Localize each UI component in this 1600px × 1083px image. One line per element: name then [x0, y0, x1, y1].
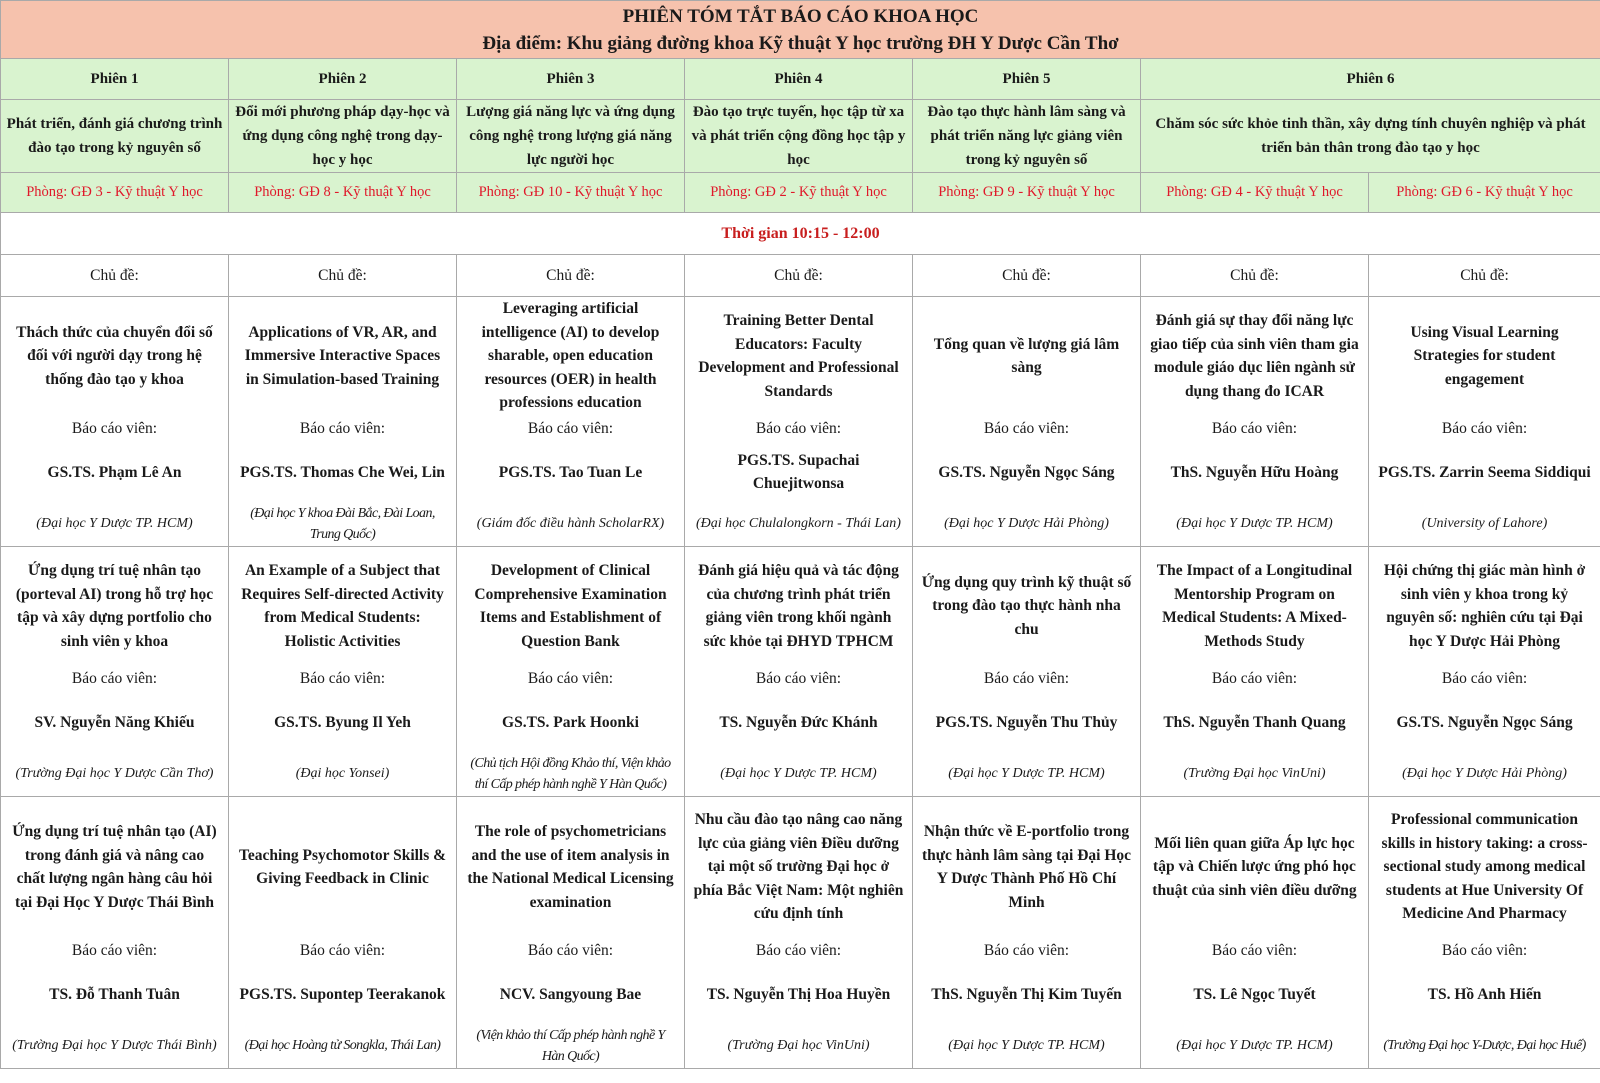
- speaker-name: PGS.TS. Supachai Chuejitwonsa: [737, 452, 860, 492]
- talk-cell: [1369, 797, 1600, 1069]
- session-theme: Phát triển, đánh giá chương trình đào tạo trong kỷ nguyên số: [1, 100, 229, 173]
- talk-title: Applications of VR, AR, and Immersive Interactive Spaces in Simulation-based Training: [244, 323, 441, 388]
- talk-cell: [1141, 797, 1369, 1069]
- topic-label: Chủ đề:: [1, 255, 229, 297]
- speaker-affiliation: (Đại học Y Dược TP. HCM): [948, 1038, 1105, 1053]
- talk-title: Teaching Psychomotor Skills & Giving Feedback in Clinic: [238, 846, 447, 887]
- speaker-name: GS.TS. Phạm Lê An: [47, 463, 182, 481]
- reporter-label: Báo cáo viên:: [983, 942, 1070, 959]
- reporter-label: Báo cáo viên:: [299, 670, 386, 687]
- topic-label: Chủ đề:: [685, 255, 913, 297]
- talk-cell: [457, 297, 685, 547]
- talk-cell: [229, 297, 457, 547]
- talk-cell: [1141, 547, 1369, 797]
- topic-label: Chủ đề:: [913, 255, 1141, 297]
- speaker-affiliation: (Đại học Y Dược Hải Phòng): [944, 516, 1109, 531]
- speaker-affiliation: (Trường Đại học VinUni): [727, 1038, 870, 1053]
- speaker-name: TS. Nguyễn Thị Hoa Huyền: [706, 985, 891, 1003]
- talk-cell: [913, 297, 1141, 547]
- talk-rows: [1, 297, 1600, 1069]
- reporter-label: Báo cáo viên:: [299, 420, 386, 437]
- reporter-label: Báo cáo viên:: [71, 670, 158, 687]
- talk-cell: [685, 297, 913, 547]
- speaker-affiliation: (Viện khảo thí Cấp phép hành nghề Y Hàn Quốc): [476, 1027, 665, 1064]
- reporter-label: Báo cáo viên:: [1441, 670, 1528, 687]
- room-label: Phòng: GĐ 4 - Kỹ thuật Y học: [1141, 173, 1369, 213]
- reporter-label: Báo cáo viên:: [983, 420, 1070, 437]
- talk-title: Đánh giá hiệu quả và tác động của chương trình phát triển giảng viên trong khối ngành sức khỏe tại ĐHYD TPHCM: [698, 562, 899, 650]
- speaker-affiliation: (Trường Đại học Y-Dược, Đại học Huế): [1383, 1038, 1586, 1053]
- room-label: Phòng: GĐ 10 - Kỹ thuật Y học: [457, 173, 685, 213]
- talk-title: Professional communication skills in history taking: a cross-sectional study among medical students at Hue University Of Medicine And Pharmacy: [1381, 811, 1588, 923]
- speaker-name: TS. Hồ Anh Hiến: [1427, 985, 1542, 1003]
- talk-title: Thách thức của chuyển đổi số đối với người dạy trong hệ thống đào tạo y khoa: [16, 323, 213, 388]
- talk-cell: [229, 797, 457, 1069]
- room-label: Phòng: GĐ 9 - Kỹ thuật Y học: [913, 173, 1141, 213]
- reporter-label: Báo cáo viên:: [755, 420, 842, 437]
- talk-cell: [1369, 297, 1600, 547]
- reporter-label: Báo cáo viên:: [1211, 670, 1298, 687]
- session-theme: Lượng giá năng lực và ứng dụng công nghệ trong lượng giá năng lực người học: [457, 100, 685, 173]
- speaker-name: TS. Nguyễn Đức Khánh: [719, 713, 878, 731]
- talk-cell: [1, 797, 229, 1069]
- session-name: Phiên 6: [1141, 59, 1600, 100]
- topic-label: Chủ đề:: [1369, 255, 1600, 297]
- session-theme: Đào tạo thực hành lâm sàng và phát triển năng lực giảng viên trong kỷ nguyên số: [913, 100, 1141, 173]
- talk-row: [1, 797, 1600, 1069]
- speaker-affiliation: (Chủ tịch Hội đồng Khảo thí, Viện khảo thí Cấp phép hành nghề Y Hàn Quốc): [470, 755, 671, 792]
- speaker-name: NCV. Sangyoung Bae: [499, 985, 642, 1003]
- speaker-affiliation: (Đại học Y Dược TP. HCM): [1176, 1038, 1333, 1053]
- speaker-name: PGS.TS. Thomas Che Wei, Lin: [240, 463, 445, 481]
- speaker-affiliation: (Trường Đại học VinUni): [1183, 766, 1326, 781]
- talk-cell: [229, 547, 457, 797]
- speaker-name: ThS. Nguyễn Thanh Quang: [1163, 713, 1346, 731]
- talk-cell: [913, 547, 1141, 797]
- speaker-name: GS.TS. Nguyễn Ngọc Sáng: [1396, 713, 1573, 731]
- talk-title: Mối liên quan giữa Áp lực học tập và Chiến lược ứng phó học thuật của sinh viên điều dưỡng: [1152, 834, 1357, 899]
- venue-line: Địa điểm: Khu giảng đường khoa Kỹ thuật Y học trường ĐH Y Dược Cần Thơ: [482, 32, 1119, 54]
- reporter-label: Báo cáo viên:: [983, 670, 1070, 687]
- room-label: Phòng: GĐ 6 - Kỹ thuật Y học: [1369, 173, 1600, 213]
- reporter-label: Báo cáo viên:: [1441, 942, 1528, 959]
- session-name: Phiên 4: [685, 59, 913, 100]
- reporter-label: Báo cáo viên:: [527, 942, 614, 959]
- talk-title: Đánh giá sự thay đổi năng lực giao tiếp của sinh viên tham gia module giáo dục liên ngành sử dụng thang đo ICAR: [1150, 312, 1359, 400]
- talk-cell: [1, 297, 229, 547]
- session-name: Phiên 5: [913, 59, 1141, 100]
- talk-title: Nhu cầu đào tạo nâng cao năng lực của giảng viên Điều dưỡng tại một số trường Đại học ở phía Bắc Việt Nam: Một nghiên cứu định tính: [693, 811, 904, 923]
- speaker-affiliation: (Đại học Y Dược TP. HCM): [720, 766, 877, 781]
- speaker-name: GS.TS. Nguyễn Ngọc Sáng: [938, 463, 1115, 481]
- talk-cell: [457, 797, 685, 1069]
- speaker-affiliation: (Đại học Y Dược TP. HCM): [948, 766, 1105, 781]
- reporter-label: Báo cáo viên:: [71, 420, 158, 437]
- talk-cell: [913, 797, 1141, 1069]
- talk-title: Leveraging artificial intelligence (AI) to develop sharable, open education resources (OER) in health professions education: [481, 300, 660, 412]
- speaker-affiliation: (Đại học Y Dược TP. HCM): [36, 516, 193, 531]
- session-theme: Đổi mới phương pháp dạy-học và ứng dụng công nghệ trong dạy-học y học: [229, 100, 457, 173]
- talk-row: [1, 297, 1600, 547]
- speaker-affiliation: (Đại học Y khoa Đài Bắc, Đài Loan, Trung Quốc): [250, 505, 435, 542]
- speaker-affiliation: (Đại học Y Dược Hải Phòng): [1402, 766, 1567, 781]
- talk-title: Training Better Dental Educators: Faculty Development and Professional Standards: [698, 312, 899, 400]
- talk-cell: [457, 547, 685, 797]
- talk-row: [1, 547, 1600, 797]
- talk-title: An Example of a Subject that Requires Self-directed Activity from Medical Students: Holistic Activities: [241, 562, 444, 650]
- speaker-affiliation: (Đại học Chulalongkorn - Thái Lan): [696, 516, 901, 531]
- session-name: Phiên 3: [457, 59, 685, 100]
- speaker-name: PGS.TS. Nguyễn Thu Thủy: [935, 713, 1118, 731]
- talk-title: Ứng dụng trí tuệ nhân tạo (porteval AI) trong hỗ trợ học tập và xây dựng portfolio cho sinh viên y khoa: [15, 562, 214, 650]
- room-label: Phòng: GĐ 8 - Kỹ thuật Y học: [229, 173, 457, 213]
- talk-title: Tổng quan về lượng giá lâm sàng: [933, 335, 1120, 376]
- session-theme: Đào tạo trực tuyến, học tập từ xa và phát triển cộng đồng học tập y học: [685, 100, 913, 173]
- talk-title: The role of psychometricians and the use of item analysis in the National Medical Licensing examination: [467, 823, 674, 911]
- talk-title: Ứng dụng trí tuệ nhân tạo (AI) trong đánh giá và nâng cao chất lượng ngân hàng câu hỏi tại Đại Học Y Dược Thái Bình: [12, 823, 217, 911]
- talk-title: Ứng dụng quy trình kỹ thuật số trong đào tạo thực hành nha chu: [921, 573, 1132, 638]
- topic-label: Chủ đề:: [229, 255, 457, 297]
- topic-label: Chủ đề:: [457, 255, 685, 297]
- reporter-label: Báo cáo viên:: [527, 420, 614, 437]
- speaker-name: TS. Lê Ngọc Tuyết: [1193, 985, 1316, 1003]
- talk-title: Hội chứng thị giác màn hình ở sinh viên y khoa trong kỷ nguyên số: nghiên cứu tại Đại học Y Dược Hải Phòng: [1383, 562, 1586, 650]
- time-slot: Thời gian 10:15 - 12:00: [1, 213, 1600, 255]
- reporter-label: Báo cáo viên:: [755, 942, 842, 959]
- topic-label: Chủ đề:: [1141, 255, 1369, 297]
- talk-title: Development of Clinical Comprehensive Examination Items and Establishment of Question Bank: [474, 562, 667, 650]
- speaker-affiliation: (University of Lahore): [1421, 516, 1548, 531]
- header-banner: [1, 1, 1600, 59]
- reporter-label: Báo cáo viên:: [1441, 420, 1528, 437]
- talk-title: Using Visual Learning Strategies for student engagement: [1410, 323, 1559, 388]
- speaker-name: ThS. Nguyễn Thị Kim Tuyến: [931, 985, 1122, 1003]
- speaker-name: PGS.TS. Zarrin Seema Siddiqui: [1378, 463, 1591, 481]
- reporter-label: Báo cáo viên:: [527, 670, 614, 687]
- speaker-affiliation: (Trường Đại học Y Dược Thái Bình): [12, 1038, 217, 1053]
- speaker-affiliation: (Đại học Hoàng tử Songkla, Thái Lan): [244, 1038, 441, 1053]
- talk-cell: [1141, 297, 1369, 547]
- speaker-name: ThS. Nguyễn Hữu Hoàng: [1170, 463, 1339, 481]
- session-theme: Chăm sóc sức khỏe tinh thần, xây dựng tính chuyên nghiệp và phát triển bản thân trong đào tạo y học: [1141, 100, 1600, 173]
- talk-title: The Impact of a Longitudinal Mentorship Program on Medical Students: A Mixed-Methods Study: [1156, 562, 1353, 650]
- talk-cell: [1, 547, 229, 797]
- session-name: Phiên 1: [1, 59, 229, 100]
- speaker-affiliation: (Trường Đại học Y Dược Cần Thơ): [15, 766, 214, 781]
- page-title: PHIÊN TÓM TẮT BÁO CÁO KHOA HỌC: [622, 5, 979, 27]
- speaker-name: PGS.TS. Supontep Teerakanok: [239, 985, 446, 1003]
- speaker-affiliation: (Giám đốc điều hành ScholarRX): [476, 516, 665, 531]
- reporter-label: Báo cáo viên:: [299, 942, 386, 959]
- talk-cell: [685, 547, 913, 797]
- room-label: Phòng: GĐ 2 - Kỹ thuật Y học: [685, 173, 913, 213]
- speaker-name: PGS.TS. Tao Tuan Le: [498, 463, 643, 481]
- talk-cell: [1369, 547, 1600, 797]
- session-name: Phiên 2: [229, 59, 457, 100]
- speaker-affiliation: (Đại học Y Dược TP. HCM): [1176, 516, 1333, 531]
- speaker-name: GS.TS. Byung Il Yeh: [274, 713, 411, 731]
- speaker-name: GS.TS. Park Hoonki: [502, 713, 639, 731]
- room-label: Phòng: GĐ 3 - Kỹ thuật Y học: [1, 173, 229, 213]
- speaker-name: SV. Nguyễn Năng Khiếu: [34, 713, 195, 731]
- reporter-label: Báo cáo viên:: [1211, 942, 1298, 959]
- speaker-affiliation: (Đại học Yonsei): [295, 766, 390, 781]
- talk-title: Nhận thức về E-portfolio trong thực hành lâm sàng tại Đại Học Y Dược Thành Phố Hồ Chí Minh: [921, 823, 1132, 911]
- reporter-label: Báo cáo viên:: [71, 942, 158, 959]
- reporter-label: Báo cáo viên:: [755, 670, 842, 687]
- speaker-name: TS. Đỗ Thanh Tuân: [49, 985, 180, 1003]
- talk-cell: [685, 797, 913, 1069]
- reporter-label: Báo cáo viên:: [1211, 420, 1298, 437]
